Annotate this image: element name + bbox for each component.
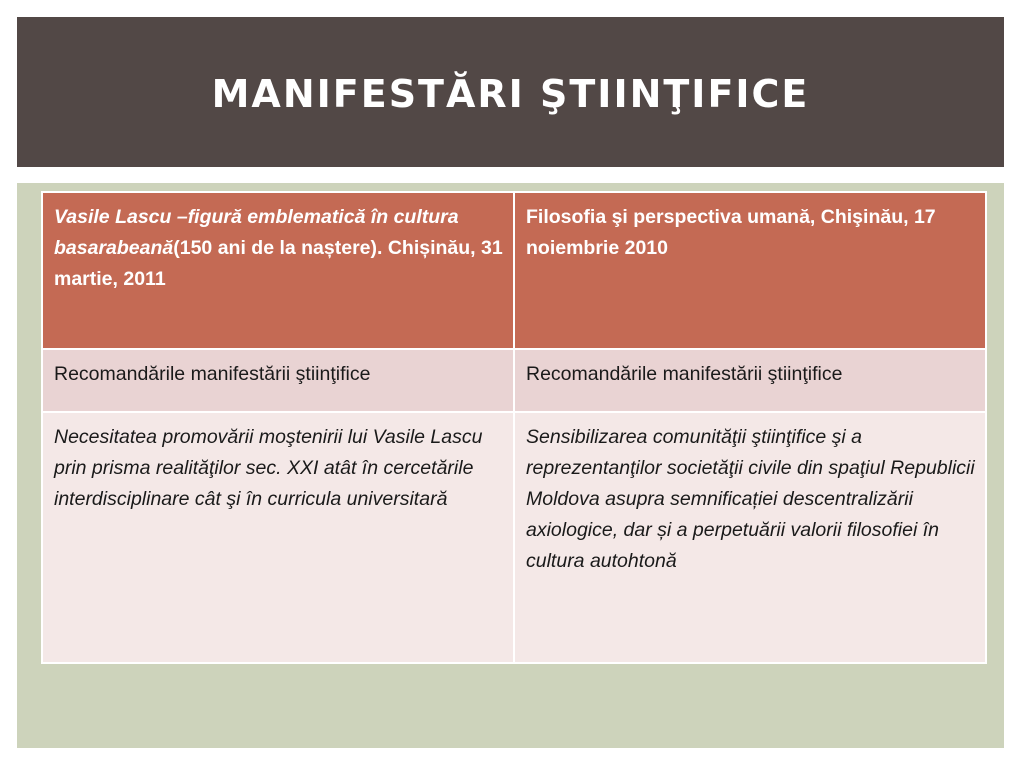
- slide-title: MANIFESTĂRI ŞTIINŢIFICE: [211, 72, 810, 116]
- event-1-details: (150 ani de la naștere). Chișinău, 31 martie, 2011: [54, 237, 503, 290]
- event-1-title: Vasile Lascu –figură emblematică în cultura basarabeană: [54, 206, 459, 259]
- recommendations-label-2: Recomandările manifestării ştiinţifice: [514, 349, 986, 412]
- recommendations-label-1: Recomandările manifestării ştiinţifice: [42, 349, 514, 412]
- title-bar: [17, 17, 1004, 167]
- table-header-cell-event-1: [42, 192, 514, 349]
- table-body-row: [42, 412, 986, 663]
- table-subheader-row: [42, 349, 986, 412]
- table-header-cell-event-2: [514, 192, 986, 349]
- recommendation-text-1: Necesitatea promovării moştenirii lui Vasile Lascu prin prisma realităţilor sec. XXI atât în cercetările interdisciplinare cât şi în curricula universitară: [42, 412, 514, 663]
- event-2-details: Filosofia şi perspectiva umană, Chişinău, 17 noiembrie 2010: [526, 206, 936, 259]
- events-table: [41, 191, 987, 664]
- recommendation-text-2: Sensibilizarea comunităţii ştiinţifice şi a reprezentanţilor societăţii civile din spaţiul Republicii Moldova asupra semnificației descentralizării axiologice, dar și a perpetuării valorii filosofiei în cultura autohtonă: [514, 412, 986, 663]
- table-header-row: [42, 192, 986, 349]
